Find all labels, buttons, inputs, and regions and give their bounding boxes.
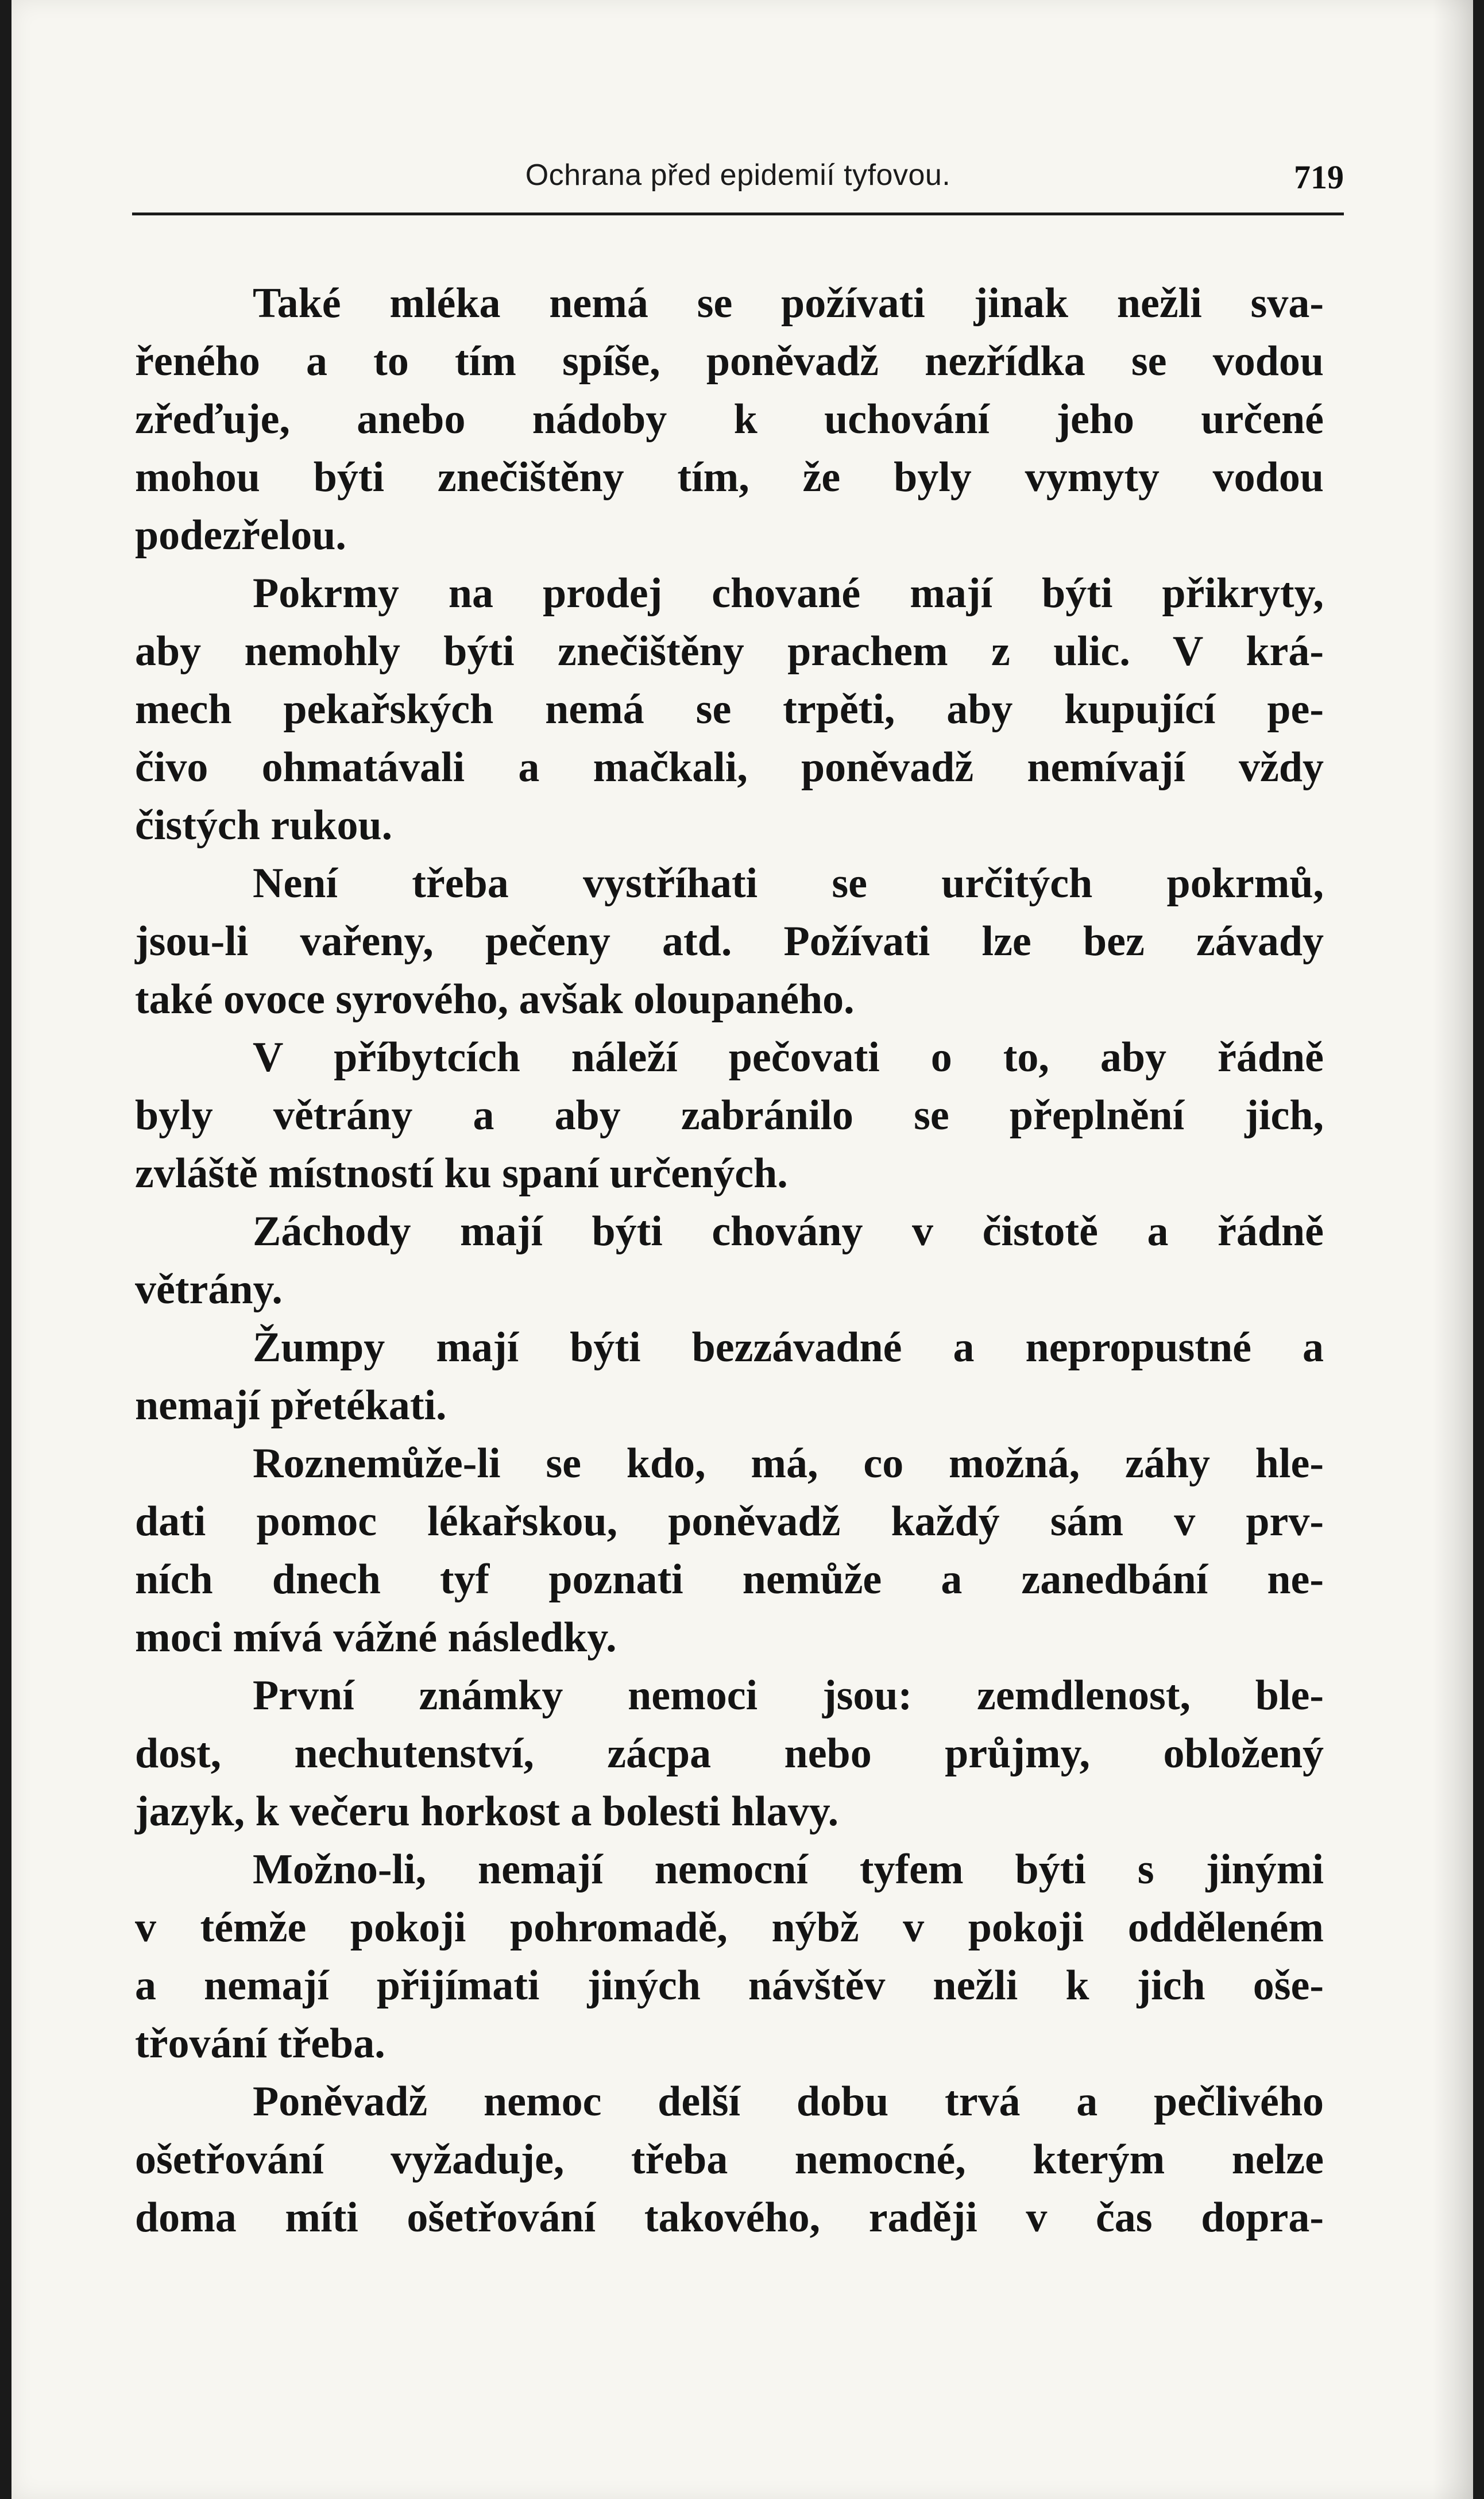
page-number: 719 <box>1294 159 1344 196</box>
text-line: V příbytcích náleží pečovati o to, aby řádně <box>253 1034 1324 1081</box>
text-line: Žumpy mají býti bezzávadné a nepropustné a <box>253 1324 1324 1371</box>
text-line: dati pomoc lékařskou, poněvadž každý sám v prv- <box>135 1498 1324 1545</box>
text-line: Pokrmy na prodej chované mají býti přikryty, <box>253 570 1324 617</box>
text-line: mech pekařských nemá se trpěti, aby kupující pe- <box>135 686 1324 733</box>
text-line: doma míti ošetřování takového, raději v čas dopra- <box>135 2194 1324 2241</box>
text-line: a nemají přijímati jiných návštěv nežli k jich oše- <box>135 1962 1324 2009</box>
text-line: Také mléka nemá se požívati jinak nežli sva- <box>253 280 1324 327</box>
text-line: Není třeba vystříhati se určitých pokrmů, <box>253 860 1324 907</box>
page-header <box>132 158 1344 198</box>
text-line: Poněvadž nemoc delší dobu trvá a pečlivého <box>253 2078 1324 2125</box>
text-line: aby nemohly býti znečištěny prachem z ulic. V krá- <box>135 628 1324 675</box>
text-line: čistých rukou. <box>135 802 393 849</box>
body-text <box>135 275 1324 2247</box>
text-line: zvláště místností ku spaní určených. <box>135 1150 788 1197</box>
text-line: Záchody mají býti chovány v čistotě a řádně <box>253 1208 1324 1255</box>
text-line: také ovoce syrového, avšak oloupaného. <box>135 976 855 1023</box>
text-line: nemají přetékati. <box>135 1382 447 1429</box>
text-line: zřeďuje, anebo nádoby k uchování jeho určené <box>135 396 1324 443</box>
text-line: moci mívá vážné následky. <box>135 1614 617 1661</box>
text-line: jazyk, k večeru horkost a bolesti hlavy. <box>135 1788 839 1835</box>
text-line: jsou-li vařeny, pečeny atd. Požívati lze bez závady <box>135 918 1324 965</box>
text-line: třování třeba. <box>135 2020 385 2067</box>
text-line: mohou býti znečištěny tím, že byly vymyty vodou <box>135 454 1324 501</box>
text-line: Možno-li, nemají nemocní tyfem býti s jinými <box>253 1846 1324 1893</box>
text-line: řeného a to tím spíše, poněvadž nezřídka se vodou <box>135 338 1324 385</box>
text-line: ních dnech tyf poznati nemůže a zanedbání ne- <box>135 1556 1324 1603</box>
header-rule <box>132 213 1344 215</box>
text-line: ošetřování vyžaduje, třeba nemocné, kterým nelze <box>135 2136 1324 2183</box>
book-page <box>11 0 1473 2499</box>
page-edge-shadow <box>1433 0 1473 2499</box>
text-line: čivo ohmatávali a mačkali, poněvadž nemívají vždy <box>135 744 1324 791</box>
text-line: První známky nemoci jsou: zemdlenost, ble- <box>253 1672 1324 1719</box>
text-line: v témže pokoji pohromadě, nýbž v pokoji odděleném <box>135 1904 1324 1951</box>
text-line: větrány. <box>135 1266 283 1313</box>
text-line: Roznemůže-li se kdo, má, co možná, záhy hle- <box>253 1440 1324 1487</box>
running-head: Ochrana před epidemií tyfovou. <box>525 159 951 192</box>
text-line: byly větrány a aby zabránilo se přeplnění jich, <box>135 1092 1324 1139</box>
text-line: podezřelou. <box>135 512 346 559</box>
text-line: dost, nechutenství, zácpa nebo průjmy, obložený <box>135 1730 1324 1777</box>
